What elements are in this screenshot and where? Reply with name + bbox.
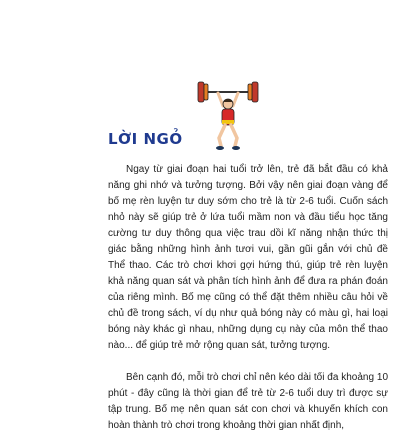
page-title: LỜI NGỎ: [108, 130, 183, 148]
paragraph: Ngay từ giai đoạn hai tuổi trở lên, trẻ đã bắt đầu có khả năng ghi nhớ và tưởng tượng. Bởi vậy nên giai đoạn vàng để bố mẹ rèn luyện tư duy sớm cho trẻ là từ 2-6 tuổi. Cuốn sách nhỏ này sẽ giúp trẻ ở lứa tuổi mầm non và đầu tiểu học tăng cường tư duy thông qua việc trau dồi kĩ năng nhận thức thị giác bằng những hình ảnh tươi vui, gần gũi gắn với chủ đề Thể thao. Các trò chơi khơi gợi hứng thú, giúp trẻ rèn luyện khả năng quan sát và phân tích hình ảnh để đưa ra phán đoán của riêng mình. Bố mẹ cũng có thể đặt thêm nhiều câu hỏi về chủ đề trong sách, ví dụ như quả bóng này có màu gì, hai loại bóng này khác gì nhau, những dụng cụ này của môn thể thao nào... để giúp trẻ mở rộng quan sát, tưởng tượng.: [108, 164, 388, 351]
weightlifter-icon: [196, 80, 260, 160]
paragraph: Bên cạnh đó, mỗi trò chơi chỉ nên kéo dài tối đa khoảng 10 phút - đây cũng là thời gian để trẻ từ 2-6 tuổi duy trì được sự tập trung. Bố mẹ nên quan sát con chơi và khuyến khích con hoàn thành trò chơi trong khoảng thời gian nhất định,: [108, 372, 388, 431]
body-text: [108, 162, 388, 434]
